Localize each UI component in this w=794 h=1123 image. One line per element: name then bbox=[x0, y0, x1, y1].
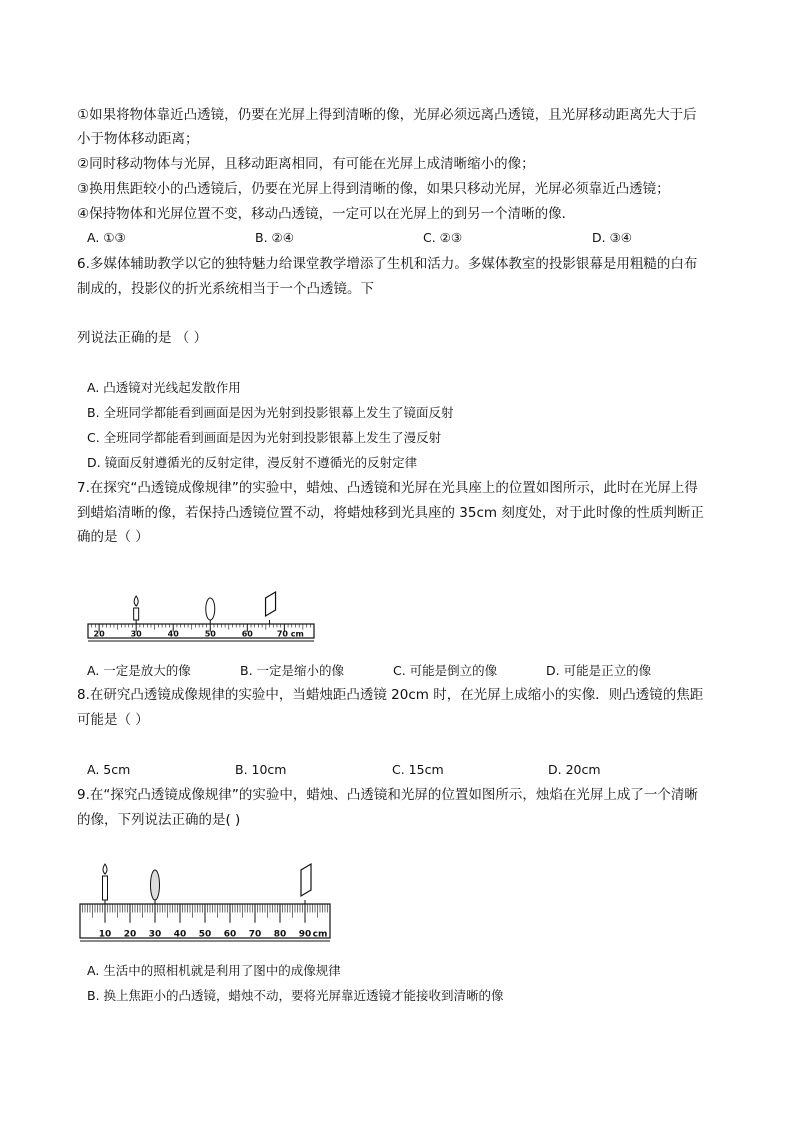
light-screen bbox=[301, 864, 311, 896]
ruler-tick-label: 80 bbox=[273, 929, 287, 940]
ruler-tick-label: 20 bbox=[93, 629, 105, 639]
q6-option-d[interactable]: D. 镜面反射遵循光的反射定律，漫反射不遵循光的反射定律 bbox=[87, 455, 418, 470]
q5-statement-4: ④保持物体和光屏位置不变，移动凸透镜，一定可以在光屏上的到另一个清晰的像． bbox=[77, 206, 576, 222]
convex-lens bbox=[206, 598, 215, 620]
q5-option-c[interactable]: C. ②③ bbox=[423, 230, 463, 245]
q8-option-c[interactable]: C. 15cm bbox=[392, 762, 444, 777]
q7-stem-line-2: 到蜡焰清晰的像，若保持凸透镜位置不动，将蜡烛移到光具座的 35cm 刻度处，对于此时像的性质判断正 bbox=[77, 505, 704, 521]
q7-option-c[interactable]: C. 可能是倒立的像 bbox=[393, 663, 498, 678]
candle-flame bbox=[134, 596, 138, 606]
q7-option-b[interactable]: B. 一定是缩小的像 bbox=[240, 663, 345, 678]
optical-bench-figure-q7 bbox=[86, 580, 318, 646]
ruler-tick-label: cm bbox=[312, 929, 328, 940]
ruler-tick-label: 10 bbox=[98, 929, 112, 940]
light-screen bbox=[266, 592, 276, 616]
q8-options bbox=[87, 761, 707, 779]
candle-flame bbox=[103, 864, 107, 874]
q6-stem-line-3: 列说法正确的是 （ ） bbox=[77, 330, 208, 346]
ruler-tick-label: 60 bbox=[223, 929, 237, 940]
q6-option-c[interactable]: C. 全班同学都能看到画面是因为光射到投影银幕上发生了漫反射 bbox=[87, 430, 442, 445]
convex-lens bbox=[151, 870, 160, 900]
q9-option-a[interactable]: A. 生活中的照相机就是利用了图中的成像规律 bbox=[87, 963, 341, 978]
ruler-tick-label: 90 bbox=[298, 929, 312, 940]
q9-stem-line-1: 9.在“探究凸透镜成像规律”的实验中，蜡烛、凸透镜和光屏的位置如图所示，烛焰在光屏上成了一个清晰 bbox=[77, 787, 698, 803]
q6-option-b[interactable]: B. 全班同学都能看到画面是因为光射到投影银幕上发生了镜面反射 bbox=[87, 405, 454, 420]
ruler-tick-label: 70 bbox=[248, 929, 262, 940]
q8-option-a[interactable]: A. 5cm bbox=[87, 762, 131, 777]
q5-statement-2: ②同时移动物体与光屏，且移动距离相同，有可能在光屏上成清晰缩小的像； bbox=[77, 156, 535, 172]
ruler-tick-label: 40 bbox=[167, 629, 179, 639]
candle bbox=[134, 608, 139, 620]
q5-statement-1-cont: 小于物体移动距离； bbox=[77, 131, 199, 147]
q7-stem-line-3: 确的是（ ） bbox=[77, 529, 149, 545]
q7-stem-line-1: 7.在探究“凸透镜成像规律”的实验中，蜡烛、凸透镜和光屏在光具座上的位置如图所示，此时在光屏上得 bbox=[77, 480, 698, 496]
q9-option-b[interactable]: B. 换上焦距小的凸透镜，蜡烛不动，要将光屏靠近透镜才能接收到清晰的像 bbox=[87, 988, 504, 1003]
ruler-tick-label: 30 bbox=[148, 929, 162, 940]
q5-option-b[interactable]: B. ②④ bbox=[255, 230, 294, 245]
q5-options bbox=[87, 229, 707, 247]
ruler-tick-label: 50 bbox=[204, 629, 216, 639]
q9-stem-line-2: 的像，下列说法正确的是( ) bbox=[77, 812, 241, 828]
q8-stem-line-1: 8.在研究凸透镜成像规律的实验中，当蜡烛距凸透镜 20cm 时，在光屏上成缩小的实像．则凸透镜的焦距 bbox=[77, 687, 704, 703]
ruler-tick-label: 20 bbox=[123, 929, 137, 940]
q5-option-d[interactable]: D. ③④ bbox=[592, 230, 632, 245]
q6-option-a[interactable]: A. 凸透镜对光线起发散作用 bbox=[87, 380, 241, 395]
q8-option-d[interactable]: D. 20cm bbox=[548, 762, 601, 777]
ruler-tick-label: 60 bbox=[241, 629, 253, 639]
q5-statement-1: ①如果将物体靠近凸透镜，仍要在光屏上得到清晰的像，光屏必须远离凸透镜，且光屏移动距离先大于后 bbox=[77, 107, 697, 123]
ruler-tick-label: 30 bbox=[130, 629, 142, 639]
q7-option-a[interactable]: A. 一定是放大的像 bbox=[87, 663, 191, 678]
q8-option-b[interactable]: B. 10cm bbox=[235, 762, 287, 777]
q7-option-d[interactable]: D. 可能是正立的像 bbox=[546, 663, 652, 678]
ruler-tick-label: 50 bbox=[198, 929, 212, 940]
q6-stem-line-2: 制成的，投影仪的折光系统相当于一个凸透镜。下 bbox=[77, 281, 374, 297]
optical-bench-figure-q9 bbox=[78, 838, 334, 942]
candle bbox=[103, 876, 108, 900]
q8-stem-line-2: 可能是（ ） bbox=[77, 712, 149, 728]
ruler-tick-label: 40 bbox=[173, 929, 187, 940]
q5-statement-3: ③换用焦距较小的凸透镜后，仍要在光屏上得到清晰的像，如果只移动光屏，光屏必须靠近凸透镜； bbox=[77, 181, 670, 197]
q7-options bbox=[87, 662, 707, 680]
q6-stem-line-1: 6.多媒体辅助教学以它的独特魅力给课堂教学增添了生机和活力。多媒体教室的投影银幕是用粗糙的白布 bbox=[77, 256, 698, 272]
q5-option-a[interactable]: A. ①③ bbox=[87, 230, 126, 245]
ruler-tick-label: 70 cm bbox=[276, 629, 304, 639]
